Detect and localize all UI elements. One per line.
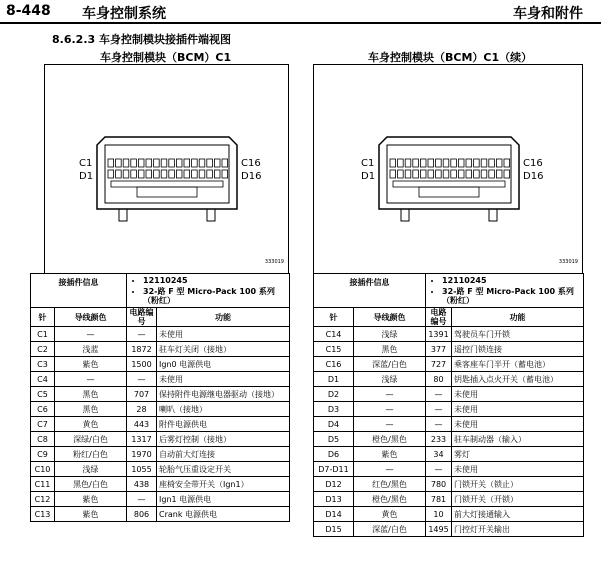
connector-diagram <box>314 65 584 275</box>
pin-cell: D12 <box>314 477 354 492</box>
pin-cavity <box>398 159 404 167</box>
function-cell: 未使用 <box>452 402 584 417</box>
col-pin: 针 <box>31 308 55 327</box>
pin-label-tr: C16 <box>241 158 261 169</box>
col-function: 功能 <box>452 308 584 327</box>
pin-cavity <box>154 170 160 178</box>
pin-label-tl: C1 <box>79 158 93 169</box>
pin-cavity <box>474 170 480 178</box>
info-list <box>426 274 584 308</box>
pin-cavity <box>390 170 396 178</box>
pin-cell: C7 <box>31 417 55 432</box>
circuit-cell: — <box>426 417 452 432</box>
table-row <box>31 477 290 492</box>
wire-color-cell: 紫色 <box>354 447 426 462</box>
wire-color-cell: 浅蓝 <box>55 342 127 357</box>
function-cell: 未使用 <box>452 387 584 402</box>
pin-cell: C5 <box>31 387 55 402</box>
pin-cell: C16 <box>314 357 354 372</box>
circuit-cell: 1391 <box>426 327 452 342</box>
function-cell: 后雾灯控制（接地） <box>157 432 290 447</box>
circuit-cell: 80 <box>426 372 452 387</box>
wire-color-cell: 黄色 <box>354 507 426 522</box>
table-row <box>314 477 584 492</box>
pin-cavity <box>428 170 434 178</box>
pin-cell: D2 <box>314 387 354 402</box>
wire-color-cell: 红色/黑色 <box>354 477 426 492</box>
table-row <box>31 327 290 342</box>
circuit-cell: — <box>426 387 452 402</box>
pin-cavity <box>207 170 213 178</box>
wire-color-cell: — <box>354 387 426 402</box>
col-wire-color: 导线颜色 <box>354 308 426 327</box>
function-cell: Ign0 电源供电 <box>157 357 290 372</box>
connector-info-row <box>314 274 584 308</box>
table-row <box>314 417 584 432</box>
col-function: 功能 <box>157 308 290 327</box>
circuit-cell: 780 <box>426 477 452 492</box>
col-circuit: 电路编号 <box>127 308 157 327</box>
pin-cell: C6 <box>31 402 55 417</box>
pin-cavity <box>184 159 190 167</box>
function-cell: 门控灯开关输出 <box>452 522 584 537</box>
wire-color-cell: 橙色/黑色 <box>354 492 426 507</box>
pin-cell: D1 <box>314 372 354 387</box>
pin-cavity <box>466 170 472 178</box>
table-row <box>31 372 290 387</box>
col-circuit: 电路编号 <box>426 308 452 327</box>
part-number: • 12110245 <box>442 276 581 285</box>
circuit-cell: 1055 <box>127 462 157 477</box>
circuit-cell: 1500 <box>127 357 157 372</box>
pin-cavity <box>138 159 144 167</box>
pin-cavity <box>489 170 495 178</box>
table-row <box>31 402 290 417</box>
pin-cell: D7-D11 <box>314 462 354 477</box>
pin-cavity <box>176 170 182 178</box>
table-header <box>314 308 584 327</box>
pin-cavity <box>436 159 442 167</box>
pin-cavity <box>504 170 510 178</box>
table-row <box>314 447 584 462</box>
pin-cavity <box>474 159 480 167</box>
pin-cavity <box>413 159 419 167</box>
pin-cell: C11 <box>31 477 55 492</box>
pin-cavity <box>443 170 449 178</box>
circuit-cell: — <box>127 492 157 507</box>
info-label: 接插件信息 <box>314 274 426 308</box>
function-cell: 驾驶员车门开锁 <box>452 327 584 342</box>
wire-color-cell: 深蓝/白色 <box>354 522 426 537</box>
pin-cavity <box>504 159 510 167</box>
pin-label-bl: D1 <box>79 171 94 182</box>
pin-cavity <box>108 170 114 178</box>
info-list <box>127 274 290 308</box>
wire-color-cell: — <box>354 402 426 417</box>
circuit-cell: 1872 <box>127 342 157 357</box>
function-cell: 未使用 <box>452 462 584 477</box>
wire-color-cell: — <box>354 417 426 432</box>
table-row <box>31 342 290 357</box>
wire-color-cell: 橙色/黑色 <box>354 432 426 447</box>
pin-cavity <box>398 170 404 178</box>
pin-cavity <box>458 159 464 167</box>
pin-cell: D13 <box>314 492 354 507</box>
pin-label-br: D16 <box>241 171 262 182</box>
info-label: 接插件信息 <box>31 274 127 308</box>
table-row <box>314 387 584 402</box>
pin-cavity <box>131 159 137 167</box>
function-cell: 自动前大灯连接 <box>157 447 290 462</box>
left-title: 车身控制模块（BCM）C1 <box>100 51 232 64</box>
pin-cavity <box>169 170 175 178</box>
table-row <box>31 417 290 432</box>
wire-color-cell: — <box>55 327 127 342</box>
pin-cell: C14 <box>314 327 354 342</box>
table-row <box>31 447 290 462</box>
function-cell: 钥匙插入点火开关（蓄电池） <box>452 372 584 387</box>
pin-cavity <box>184 170 190 178</box>
pin-cavity <box>192 159 198 167</box>
lock-tab <box>419 187 479 197</box>
function-cell: 门锁开关（开锁） <box>452 492 584 507</box>
pin-cavity <box>176 159 182 167</box>
pin-label-bl: D1 <box>361 171 376 182</box>
pin-cell: C8 <box>31 432 55 447</box>
pin-label-tr: C16 <box>523 158 543 169</box>
pin-cavity <box>199 159 205 167</box>
wire-color-cell: 浅绿 <box>55 462 127 477</box>
table-row <box>31 357 290 372</box>
circuit-cell: 28 <box>127 402 157 417</box>
pin-label-tl: C1 <box>361 158 375 169</box>
pin-cell: C9 <box>31 447 55 462</box>
wire-color-cell: 黑色 <box>354 342 426 357</box>
pin-cavity <box>451 170 457 178</box>
table-row <box>314 507 584 522</box>
circuit-cell: 10 <box>426 507 452 522</box>
pin-cavity <box>161 159 167 167</box>
chapter-title: 车身和附件 <box>513 6 583 22</box>
function-cell: 座椅安全带开关（Ign1） <box>157 477 290 492</box>
pin-cell: C1 <box>31 327 55 342</box>
pin-cell: D3 <box>314 402 354 417</box>
pin-cell: C13 <box>31 507 55 522</box>
table-header <box>31 308 290 327</box>
section-subtitle: 8.6.2.3 车身控制模块接插件端视图 <box>52 33 231 46</box>
pin-label-br: D16 <box>523 171 544 182</box>
pin-cavity <box>436 170 442 178</box>
pin-cavity <box>108 159 114 167</box>
wire-color-cell: 深绿/白色 <box>55 432 127 447</box>
function-cell: 保持附件电源继电器驱动（接地） <box>157 387 290 402</box>
connector-type: • 32-路 F 型 Micro-Pack 100 系列（粉红） <box>442 287 581 305</box>
table-row <box>314 372 584 387</box>
table-row <box>314 357 584 372</box>
wire-color-cell: 黑色 <box>55 387 127 402</box>
pin-cavity <box>496 159 502 167</box>
pin-cell: C10 <box>31 462 55 477</box>
pin-cavity <box>207 159 213 167</box>
pin-cavity <box>138 170 144 178</box>
pin-cavity <box>413 170 419 178</box>
pin-cavity <box>192 170 198 178</box>
right-title: 车身控制模块（BCM）C1（续） <box>368 51 533 64</box>
left-connector-view <box>44 64 289 274</box>
key-left <box>119 209 127 221</box>
function-cell: 附件电源供电 <box>157 417 290 432</box>
pin-cavity <box>496 170 502 178</box>
function-cell: Crank 电源供电 <box>157 507 290 522</box>
wire-color-cell: 紫色 <box>55 357 127 372</box>
connector-type: • 32-路 F 型 Micro-Pack 100 系列（粉红） <box>143 287 287 305</box>
circuit-cell: 233 <box>426 432 452 447</box>
pin-cavity <box>451 159 457 167</box>
circuit-cell: 377 <box>426 342 452 357</box>
circuit-cell: 1495 <box>426 522 452 537</box>
table-row <box>314 327 584 342</box>
table-row <box>314 402 584 417</box>
pin-cavity <box>123 170 129 178</box>
pin-cell: C12 <box>31 492 55 507</box>
function-cell: 驻车灯关闭（接地） <box>157 342 290 357</box>
wire-color-cell: 深蓝/白色 <box>354 357 426 372</box>
wire-color-cell: 浅绿 <box>354 327 426 342</box>
circuit-cell: 1317 <box>127 432 157 447</box>
circuit-cell: 806 <box>127 507 157 522</box>
pin-cell: D14 <box>314 507 354 522</box>
function-cell: 门锁开关（锁止） <box>452 477 584 492</box>
connector-info-row <box>31 274 290 308</box>
pin-cell: C4 <box>31 372 55 387</box>
wire-color-cell: 紫色 <box>55 507 127 522</box>
circuit-cell: — <box>426 462 452 477</box>
circuit-cell: 781 <box>426 492 452 507</box>
table-row <box>31 462 290 477</box>
header-rule <box>0 22 601 24</box>
pin-cell: C2 <box>31 342 55 357</box>
key-right <box>207 209 215 221</box>
pin-cavity <box>146 159 152 167</box>
circuit-cell: 1970 <box>127 447 157 462</box>
function-cell: 喇叭（接地） <box>157 402 290 417</box>
pin-cavity <box>443 159 449 167</box>
wire-color-cell: 黄色 <box>55 417 127 432</box>
page-number: 8-448 <box>6 3 51 19</box>
pin-cavity <box>481 170 487 178</box>
function-cell: Ign1 电源供电 <box>157 492 290 507</box>
circuit-cell: 727 <box>426 357 452 372</box>
function-cell: 未使用 <box>157 372 290 387</box>
col-wire-color: 导线颜色 <box>55 308 127 327</box>
pin-cavity <box>146 170 152 178</box>
wire-color-cell: — <box>55 372 127 387</box>
key-left <box>401 209 409 221</box>
pin-cavity <box>116 159 122 167</box>
wire-color-cell: 浅绿 <box>354 372 426 387</box>
col-pin: 针 <box>314 308 354 327</box>
pin-cell: D6 <box>314 447 354 462</box>
pin-cavity <box>123 159 129 167</box>
pin-cavity <box>199 170 205 178</box>
pin-cavity <box>458 170 464 178</box>
wire-color-cell: 紫色 <box>55 492 127 507</box>
function-cell: 未使用 <box>157 327 290 342</box>
page-header <box>0 0 601 24</box>
circuit-cell: 707 <box>127 387 157 402</box>
pin-cell: D15 <box>314 522 354 537</box>
function-cell: 驻车制动器（输入） <box>452 432 584 447</box>
pin-cavity <box>116 170 122 178</box>
pin-cell: D5 <box>314 432 354 447</box>
pin-cavity <box>161 170 167 178</box>
pin-cavity <box>428 159 434 167</box>
circuit-cell: 438 <box>127 477 157 492</box>
figure-code: 333019 <box>264 259 284 265</box>
function-cell: 雾灯 <box>452 447 584 462</box>
part-number: • 12110245 <box>143 276 287 285</box>
left-pin-table <box>30 273 290 522</box>
function-cell: 未使用 <box>452 417 584 432</box>
wire-color-cell: 黑色/白色 <box>55 477 127 492</box>
table-row <box>314 492 584 507</box>
wire-color-cell: 黑色 <box>55 402 127 417</box>
table-row <box>314 432 584 447</box>
pin-cavity <box>390 159 396 167</box>
pin-cavity <box>214 170 220 178</box>
wire-color-cell: 粉红/白色 <box>55 447 127 462</box>
pin-cell: D4 <box>314 417 354 432</box>
table-row <box>31 432 290 447</box>
pin-cavity <box>405 170 411 178</box>
table-row <box>314 342 584 357</box>
pin-cavity <box>214 159 220 167</box>
right-connector-view <box>313 64 583 274</box>
function-cell: 乘客座车门半开（蓄电池） <box>452 357 584 372</box>
table-row <box>31 387 290 402</box>
pin-cell: C15 <box>314 342 354 357</box>
table-row <box>314 522 584 537</box>
wire-color-cell: — <box>354 462 426 477</box>
function-cell: 遥控门锁连接 <box>452 342 584 357</box>
pin-cavity <box>222 170 228 178</box>
lock-tab <box>137 187 197 197</box>
section-title: 车身控制系统 <box>82 6 166 22</box>
pin-cavity <box>420 159 426 167</box>
circuit-cell: — <box>426 402 452 417</box>
latch-rail <box>393 181 505 187</box>
pin-cavity <box>420 170 426 178</box>
pin-cavity <box>405 159 411 167</box>
pin-cavity <box>481 159 487 167</box>
pin-cavity <box>222 159 228 167</box>
function-cell: 轮胎气压重设定开关 <box>157 462 290 477</box>
circuit-cell: — <box>127 327 157 342</box>
circuit-cell: 443 <box>127 417 157 432</box>
latch-rail <box>111 181 223 187</box>
pin-cavity <box>131 170 137 178</box>
pin-cavity <box>154 159 160 167</box>
circuit-cell: — <box>127 372 157 387</box>
right-pin-table <box>313 273 584 537</box>
circuit-cell: 34 <box>426 447 452 462</box>
figure-code: 333019 <box>558 259 578 265</box>
pin-cavity <box>466 159 472 167</box>
table-row <box>31 492 290 507</box>
pin-cell: C3 <box>31 357 55 372</box>
key-right <box>489 209 497 221</box>
table-row <box>31 507 290 522</box>
pin-cavity <box>489 159 495 167</box>
connector-diagram <box>45 65 290 275</box>
table-row <box>314 462 584 477</box>
pin-cavity <box>169 159 175 167</box>
function-cell: 前大灯接通输入 <box>452 507 584 522</box>
